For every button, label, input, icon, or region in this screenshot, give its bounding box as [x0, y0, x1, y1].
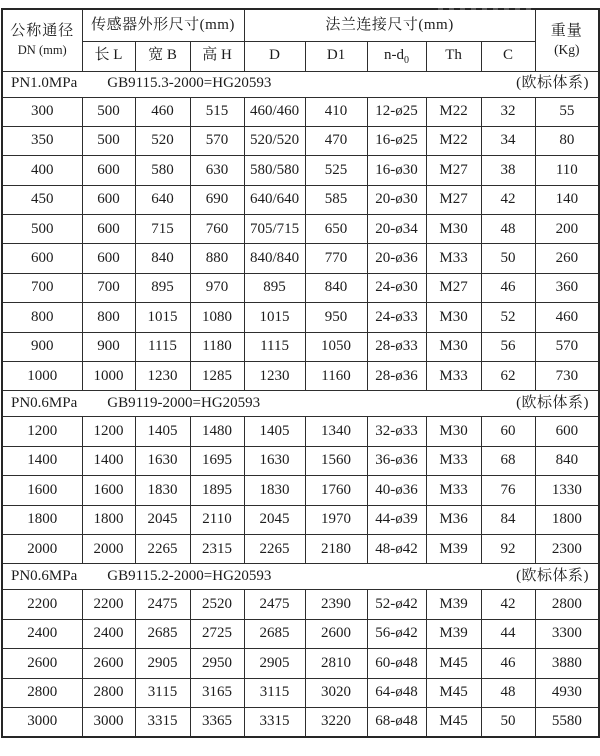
cell-C: 46 — [481, 273, 535, 302]
cell-C: 50 — [481, 244, 535, 273]
cell-width-B: 1405 — [135, 417, 190, 446]
cell-length-L: 800 — [82, 303, 135, 332]
cell-Th: M45 — [426, 707, 481, 736]
cell-length-L: 900 — [82, 332, 135, 361]
cell-D: 3315 — [244, 707, 305, 736]
spec-row-dn-2400 — [2, 619, 599, 648]
cell-Th: M39 — [426, 619, 481, 648]
cell-D1: 2390 — [305, 590, 367, 619]
cell-D: 2685 — [244, 619, 305, 648]
cell-n-d0: 44-ø39 — [367, 505, 426, 534]
cell-D: 840/840 — [244, 244, 305, 273]
cell-C: 68 — [481, 446, 535, 475]
cell-height-H: 1080 — [190, 303, 244, 332]
cell-D1: 3020 — [305, 678, 367, 707]
cell-length-L: 1600 — [82, 476, 135, 505]
cell-dn: 500 — [2, 215, 82, 244]
cell-C: 56 — [481, 332, 535, 361]
header-weight-label: 重量 — [550, 22, 583, 39]
subheader-width-B — [135, 41, 190, 71]
spec-row-dn-2200 — [2, 590, 599, 619]
spec-row-dn-1400 — [2, 446, 599, 475]
cell-D1: 1970 — [305, 505, 367, 534]
cell-length-L: 500 — [82, 126, 135, 155]
section-standard-code: GB9119-2000=HG20593 — [107, 395, 261, 412]
cell-height-H: 515 — [190, 97, 244, 126]
subheader-height-H-label: 高 H — [202, 47, 232, 64]
cell-D: 705/715 — [244, 215, 305, 244]
cell-n-d0: 48-ø42 — [367, 534, 426, 563]
cropped-text-artifact — [438, 8, 532, 10]
cell-weight: 5580 — [535, 707, 599, 736]
cell-height-H: 3365 — [190, 707, 244, 736]
cell-C: 48 — [481, 678, 535, 707]
spec-row-dn-500 — [2, 215, 599, 244]
dimension-spec-table — [1, 8, 600, 738]
cell-C: 84 — [481, 505, 535, 534]
cell-width-B: 1630 — [135, 446, 190, 475]
cell-D: 2905 — [244, 649, 305, 678]
cell-weight: 3300 — [535, 619, 599, 648]
cell-width-B: 1830 — [135, 476, 190, 505]
spec-row-dn-1000 — [2, 362, 599, 391]
cell-weight: 2800 — [535, 590, 599, 619]
cell-dn: 450 — [2, 185, 82, 214]
cell-weight: 3880 — [535, 649, 599, 678]
cell-dn: 800 — [2, 303, 82, 332]
cell-weight: 1330 — [535, 476, 599, 505]
cell-dn: 2000 — [2, 534, 82, 563]
cell-height-H: 1285 — [190, 362, 244, 391]
cell-D: 520/520 — [244, 126, 305, 155]
cell-Th: M27 — [426, 185, 481, 214]
cell-length-L: 2600 — [82, 649, 135, 678]
header-row-groups — [2, 9, 599, 41]
cell-length-L: 1000 — [82, 362, 135, 391]
cell-width-B: 520 — [135, 126, 190, 155]
subheader-length-L — [82, 41, 135, 71]
cell-D: 580/580 — [244, 156, 305, 185]
spec-row-dn-800 — [2, 303, 599, 332]
cell-weight: 1800 — [535, 505, 599, 534]
cell-n-d0: 36-ø36 — [367, 446, 426, 475]
cell-D1: 840 — [305, 273, 367, 302]
cell-width-B: 1230 — [135, 362, 190, 391]
header-sensor-dimensions-group: 传感器外形尺寸(mm) — [82, 9, 244, 41]
cell-n-d0: 28-ø36 — [367, 362, 426, 391]
cell-D: 3115 — [244, 678, 305, 707]
cell-n-d0: 24-ø33 — [367, 303, 426, 332]
cell-width-B: 2265 — [135, 534, 190, 563]
cell-height-H: 760 — [190, 215, 244, 244]
cell-weight: 4930 — [535, 678, 599, 707]
section-header-row — [2, 391, 599, 417]
cell-width-B: 895 — [135, 273, 190, 302]
cell-C: 42 — [481, 185, 535, 214]
spec-row-dn-1600 — [2, 476, 599, 505]
cell-height-H: 1180 — [190, 332, 244, 361]
cell-D: 2475 — [244, 590, 305, 619]
section-pressure-rating: PN1.0MPa — [11, 75, 78, 92]
cell-dn: 1800 — [2, 505, 82, 534]
table-header — [2, 9, 599, 71]
header-nominal-diameter-unit: DN (mm) — [17, 42, 67, 57]
cell-dn: 2400 — [2, 619, 82, 648]
cell-Th: M45 — [426, 678, 481, 707]
cell-D: 1230 — [244, 362, 305, 391]
spec-row-dn-400 — [2, 156, 599, 185]
cell-width-B: 840 — [135, 244, 190, 273]
table-body — [2, 71, 599, 737]
subheader-n-d0-subscript: 0 — [404, 55, 410, 67]
spec-row-dn-3000 — [2, 707, 599, 736]
cell-width-B: 460 — [135, 97, 190, 126]
cell-width-B: 1115 — [135, 332, 190, 361]
flange-spec-document — [0, 8, 600, 756]
cell-D1: 410 — [305, 97, 367, 126]
spec-row-dn-2000 — [2, 534, 599, 563]
subheader-n-d0 — [367, 41, 426, 71]
cell-Th: M22 — [426, 97, 481, 126]
cell-D1: 3220 — [305, 707, 367, 736]
cell-weight: 80 — [535, 126, 599, 155]
cell-D1: 2180 — [305, 534, 367, 563]
cell-width-B: 2045 — [135, 505, 190, 534]
cell-C: 76 — [481, 476, 535, 505]
subheader-D-label: D — [269, 47, 280, 64]
cell-Th: M30 — [426, 332, 481, 361]
subheader-C-label: C — [503, 47, 514, 64]
subheader-C — [481, 41, 535, 71]
section-header-cell — [2, 564, 599, 590]
cell-width-B: 715 — [135, 215, 190, 244]
cell-height-H: 3165 — [190, 678, 244, 707]
cell-weight: 460 — [535, 303, 599, 332]
subheader-n-d0-label: n-d — [384, 47, 405, 64]
cell-C: 48 — [481, 215, 535, 244]
cell-D: 2265 — [244, 534, 305, 563]
cell-dn: 1000 — [2, 362, 82, 391]
cell-D1: 650 — [305, 215, 367, 244]
spec-row-dn-350 — [2, 126, 599, 155]
spec-row-dn-600 — [2, 244, 599, 273]
subheader-Th — [426, 41, 481, 71]
cell-weight: 840 — [535, 446, 599, 475]
section-pressure-rating: PN0.6MPa — [11, 395, 78, 412]
cell-C: 34 — [481, 126, 535, 155]
cell-n-d0: 32-ø33 — [367, 417, 426, 446]
cell-D1: 1050 — [305, 332, 367, 361]
cell-height-H: 2520 — [190, 590, 244, 619]
cell-n-d0: 20-ø30 — [367, 185, 426, 214]
cell-dn: 400 — [2, 156, 82, 185]
cell-n-d0: 28-ø33 — [367, 332, 426, 361]
spec-row-dn-900 — [2, 332, 599, 361]
cell-D1: 770 — [305, 244, 367, 273]
cell-weight: 600 — [535, 417, 599, 446]
cell-length-L: 700 — [82, 273, 135, 302]
section-header-row — [2, 564, 599, 590]
header-flange-dimensions-group: 法兰连接尺寸(mm) — [244, 9, 535, 41]
cell-length-L: 600 — [82, 215, 135, 244]
cell-length-L: 1200 — [82, 417, 135, 446]
spec-row-dn-300 — [2, 97, 599, 126]
subheader-Th-label: Th — [445, 47, 462, 64]
cell-Th: M22 — [426, 126, 481, 155]
cell-D1: 470 — [305, 126, 367, 155]
section-header-cell — [2, 71, 599, 97]
cell-n-d0: 52-ø42 — [367, 590, 426, 619]
header-weight — [535, 9, 599, 71]
cell-length-L: 3000 — [82, 707, 135, 736]
cell-dn: 3000 — [2, 707, 82, 736]
cell-D1: 950 — [305, 303, 367, 332]
cell-D: 895 — [244, 273, 305, 302]
cell-D: 460/460 — [244, 97, 305, 126]
cell-width-B: 2685 — [135, 619, 190, 648]
cell-C: 38 — [481, 156, 535, 185]
cell-D1: 1760 — [305, 476, 367, 505]
cell-height-H: 1695 — [190, 446, 244, 475]
cell-weight: 110 — [535, 156, 599, 185]
cell-D: 1830 — [244, 476, 305, 505]
cell-length-L: 600 — [82, 156, 135, 185]
cell-length-L: 1800 — [82, 505, 135, 534]
cell-dn: 350 — [2, 126, 82, 155]
cell-height-H: 2315 — [190, 534, 244, 563]
cell-dn: 700 — [2, 273, 82, 302]
cell-weight: 260 — [535, 244, 599, 273]
cell-dn: 1600 — [2, 476, 82, 505]
cell-Th: M45 — [426, 649, 481, 678]
cell-D: 640/640 — [244, 185, 305, 214]
section-standard-note: (欧标体系) — [516, 568, 590, 585]
cell-D: 1015 — [244, 303, 305, 332]
section-standard-code: GB9115.2-2000=HG20593 — [107, 568, 272, 585]
cell-D: 2045 — [244, 505, 305, 534]
cell-dn: 2800 — [2, 678, 82, 707]
cell-weight: 140 — [535, 185, 599, 214]
cell-length-L: 2200 — [82, 590, 135, 619]
cell-D1: 585 — [305, 185, 367, 214]
cell-D1: 1160 — [305, 362, 367, 391]
cell-width-B: 2905 — [135, 649, 190, 678]
cell-C: 32 — [481, 97, 535, 126]
cell-length-L: 600 — [82, 244, 135, 273]
cell-weight: 360 — [535, 273, 599, 302]
cell-length-L: 2400 — [82, 619, 135, 648]
cell-n-d0: 64-ø48 — [367, 678, 426, 707]
cell-length-L: 2000 — [82, 534, 135, 563]
subheader-length-L-label: 长 L — [94, 47, 123, 64]
cell-n-d0: 68-ø48 — [367, 707, 426, 736]
spec-row-dn-2800 — [2, 678, 599, 707]
cell-height-H: 1480 — [190, 417, 244, 446]
cell-Th: M33 — [426, 446, 481, 475]
cell-dn: 900 — [2, 332, 82, 361]
subheader-D1 — [305, 41, 367, 71]
cell-height-H: 1895 — [190, 476, 244, 505]
cell-Th: M27 — [426, 273, 481, 302]
cell-n-d0: 56-ø42 — [367, 619, 426, 648]
section-header-row — [2, 71, 599, 97]
cell-C: 62 — [481, 362, 535, 391]
subheader-width-B-label: 宽 B — [148, 47, 177, 64]
cell-n-d0: 20-ø36 — [367, 244, 426, 273]
cell-weight: 2300 — [535, 534, 599, 563]
spec-row-dn-1200 — [2, 417, 599, 446]
cell-n-d0: 16-ø25 — [367, 126, 426, 155]
cell-D: 1405 — [244, 417, 305, 446]
cell-length-L: 1400 — [82, 446, 135, 475]
cell-dn: 2200 — [2, 590, 82, 619]
cell-dn: 600 — [2, 244, 82, 273]
cell-n-d0: 12-ø25 — [367, 97, 426, 126]
cell-Th: M36 — [426, 505, 481, 534]
cell-D1: 2810 — [305, 649, 367, 678]
cell-D1: 1560 — [305, 446, 367, 475]
cell-Th: M33 — [426, 476, 481, 505]
cell-Th: M30 — [426, 215, 481, 244]
cell-C: 44 — [481, 619, 535, 648]
cell-Th: M30 — [426, 417, 481, 446]
header-nominal-diameter-label: 公称通径 — [10, 23, 75, 40]
cell-weight: 200 — [535, 215, 599, 244]
cell-n-d0: 20-ø34 — [367, 215, 426, 244]
section-standard-note: (欧标体系) — [516, 395, 590, 412]
section-pressure-rating: PN0.6MPa — [11, 568, 78, 585]
cell-D: 1115 — [244, 332, 305, 361]
cell-height-H: 690 — [190, 185, 244, 214]
cell-weight: 55 — [535, 97, 599, 126]
cell-dn: 1200 — [2, 417, 82, 446]
cell-C: 50 — [481, 707, 535, 736]
cell-C: 46 — [481, 649, 535, 678]
cell-Th: M27 — [426, 156, 481, 185]
cell-Th: M30 — [426, 303, 481, 332]
cell-height-H: 2725 — [190, 619, 244, 648]
cell-n-d0: 40-ø36 — [367, 476, 426, 505]
cell-n-d0: 16-ø30 — [367, 156, 426, 185]
cell-C: 92 — [481, 534, 535, 563]
cell-width-B: 3315 — [135, 707, 190, 736]
section-standard-code: GB9115.3-2000=HG20593 — [107, 75, 272, 92]
spec-row-dn-450 — [2, 185, 599, 214]
header-weight-unit: (Kg) — [554, 42, 580, 58]
cell-length-L: 600 — [82, 185, 135, 214]
cell-length-L: 500 — [82, 97, 135, 126]
cell-height-H: 2950 — [190, 649, 244, 678]
subheader-height-H — [190, 41, 244, 71]
cell-C: 60 — [481, 417, 535, 446]
cell-width-B: 1015 — [135, 303, 190, 332]
cell-Th: M33 — [426, 244, 481, 273]
cell-height-H: 970 — [190, 273, 244, 302]
cell-width-B: 580 — [135, 156, 190, 185]
cell-Th: M33 — [426, 362, 481, 391]
spec-row-dn-2600 — [2, 649, 599, 678]
cell-D1: 1340 — [305, 417, 367, 446]
cell-Th: M39 — [426, 590, 481, 619]
cell-dn: 300 — [2, 97, 82, 126]
cell-C: 52 — [481, 303, 535, 332]
cell-weight: 570 — [535, 332, 599, 361]
cell-height-H: 880 — [190, 244, 244, 273]
cell-Th: M39 — [426, 534, 481, 563]
header-row-subcolumns — [2, 41, 599, 71]
cell-height-H: 2110 — [190, 505, 244, 534]
subheader-D1-label: D1 — [326, 47, 346, 64]
section-standard-note: (欧标体系) — [516, 75, 590, 92]
cell-length-L: 2800 — [82, 678, 135, 707]
cell-dn: 1400 — [2, 446, 82, 475]
cell-n-d0: 60-ø48 — [367, 649, 426, 678]
cell-n-d0: 24-ø30 — [367, 273, 426, 302]
cell-width-B: 640 — [135, 185, 190, 214]
spec-row-dn-700 — [2, 273, 599, 302]
cell-dn: 2600 — [2, 649, 82, 678]
cell-height-H: 630 — [190, 156, 244, 185]
cell-C: 42 — [481, 590, 535, 619]
header-nominal-diameter — [2, 9, 82, 71]
subheader-D — [244, 41, 305, 71]
cell-width-B: 2475 — [135, 590, 190, 619]
spec-row-dn-1800 — [2, 505, 599, 534]
cell-D1: 2600 — [305, 619, 367, 648]
cell-D1: 525 — [305, 156, 367, 185]
cell-D: 1630 — [244, 446, 305, 475]
cell-height-H: 570 — [190, 126, 244, 155]
cell-width-B: 3115 — [135, 678, 190, 707]
cell-weight: 730 — [535, 362, 599, 391]
section-header-cell — [2, 391, 599, 417]
